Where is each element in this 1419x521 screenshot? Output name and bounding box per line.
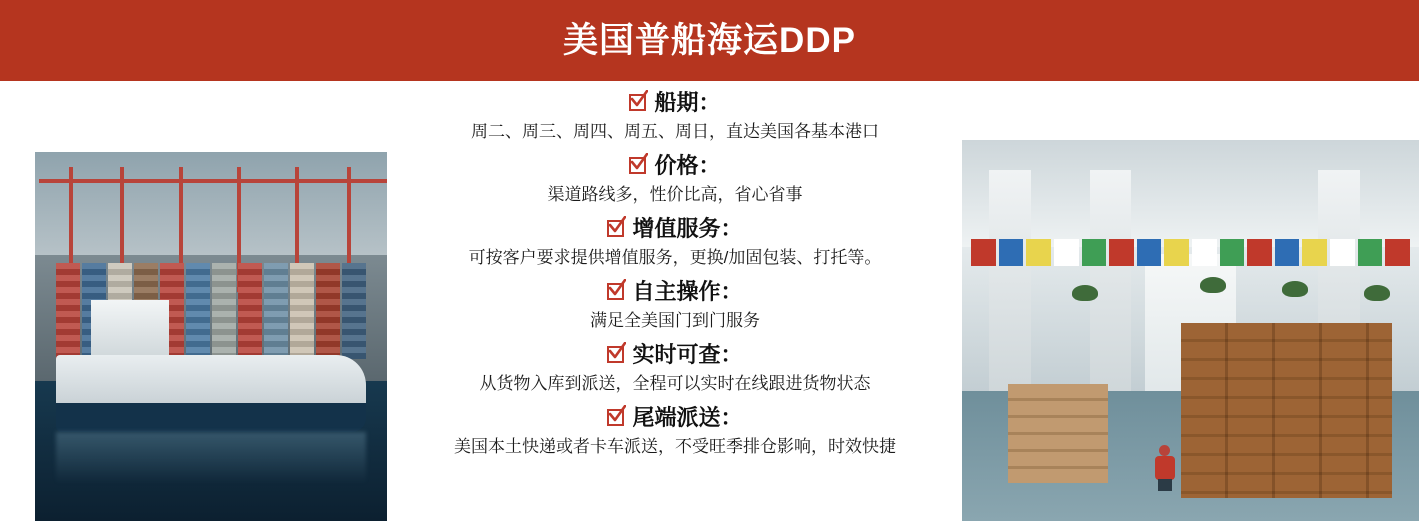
- feature-desc: 美国本土快递或者卡车派送，不受旺季排仓影响，时效快捷: [454, 437, 896, 456]
- feature-item: [390, 277, 960, 334]
- checkbox-check-icon: [607, 409, 626, 428]
- checkbox-check-icon: [629, 94, 648, 113]
- warehouse-illustration: [962, 140, 1419, 521]
- feature-title-row: [390, 214, 960, 244]
- feature-list: [390, 88, 960, 466]
- feature-title: 船期：: [654, 90, 721, 115]
- feature-item: [390, 88, 960, 145]
- checkbox-check-icon: [607, 283, 626, 302]
- feature-item: [390, 151, 960, 208]
- feature-item: [390, 214, 960, 271]
- feature-item: [390, 403, 960, 460]
- warehouse-pillar: [989, 170, 1030, 406]
- feature-title: 自主操作：: [632, 279, 743, 304]
- container-ship-photo: [35, 152, 387, 521]
- warehouse-photo: [962, 140, 1419, 521]
- warehouse-worker: [1154, 445, 1176, 491]
- feature-title-row: [390, 340, 960, 370]
- feature-title: 实时可查：: [632, 342, 743, 367]
- feature-title: 尾端派送：: [632, 405, 743, 430]
- feature-desc: 满足全美国门到门服务: [590, 311, 760, 330]
- ship-bridge: [91, 300, 168, 359]
- checkbox-check-icon: [607, 220, 626, 239]
- pallet-stack: [1008, 384, 1109, 483]
- feature-title-row: [390, 151, 960, 181]
- water-reflection: [56, 432, 366, 484]
- feature-desc: 可按客户要求提供增值服务，更换/加固包装、打托等。: [468, 248, 882, 267]
- checkbox-check-icon: [629, 157, 648, 176]
- feature-title-row: [390, 403, 960, 433]
- feature-desc: 渠道路线多，性价比高，省心省事: [547, 185, 803, 204]
- ship-illustration: [35, 152, 387, 521]
- feature-title: 价格：: [654, 153, 721, 178]
- feature-title-row: [390, 88, 960, 118]
- feature-title: 增值服务：: [632, 216, 743, 241]
- pallet-stack: [1181, 323, 1391, 498]
- feature-desc: 从货物入库到派送，全程可以实时在线跟进货物状态: [479, 374, 871, 393]
- header-banner: [0, 0, 1419, 81]
- flag-bunting: [971, 239, 1410, 266]
- feature-title-row: [390, 277, 960, 307]
- page-title: 美国普船海运DDP: [563, 21, 856, 60]
- checkbox-check-icon: [607, 346, 626, 365]
- ship-hull-lower: [56, 403, 366, 433]
- feature-desc: 周二、周三、周四、周五、周日，直达美国各基本港口: [471, 122, 879, 141]
- feature-item: [390, 340, 960, 397]
